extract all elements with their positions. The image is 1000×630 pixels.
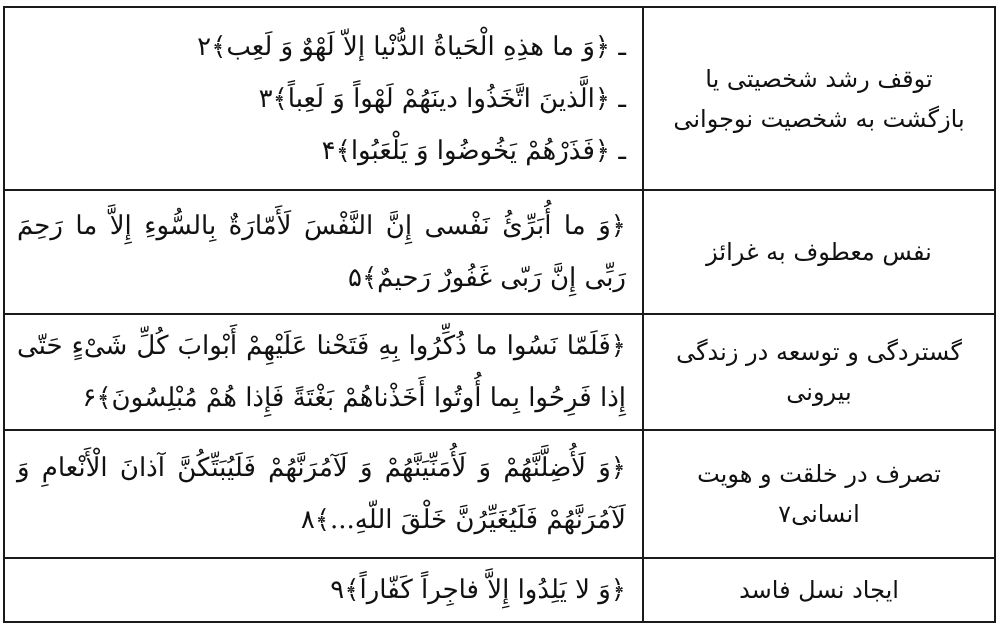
verse-text: ﴿وَ لا یَلِدُوا إِلاَّ فاجِراً كَفّاراً﴾۹ [330,575,626,605]
verse-cell [4,430,643,558]
verse-cell [4,190,643,314]
concept-verse-table [3,6,996,623]
verse-text: ﴿وَ لَأُضِلَّنَّهُمْ وَ لَأُمَنِّیَنَّهُمْ وَ لَآمُرَنَّهُمْ فَلَیُبَتِّكُنَّ آذانَ الْأَنْعامِ وَ لَآمُرَنَّهُمْ فَلَیُغَیِّرُنَّ خَلْقَ اللّهِ...﴾۸ [17,453,626,535]
table-row [4,314,995,430]
verse-cell [4,314,643,430]
topic-cell: توقف رشد شخصیتی یا بازگشت به شخصیت نوجوانی [643,7,995,190]
topic-cell: گستردگی و توسعه در زندگی بیرونی [643,314,995,430]
verse-cell [4,558,643,622]
topic-cell: تصرف در خلقت و هویت انسانی۷ [643,430,995,558]
verse-line: ـ ﴿فَذَرْهُمْ یَخُوضُوا وَ یَلْعَبُوا﴾۴ [321,135,626,166]
table-row [4,558,995,622]
table-row [4,7,995,190]
verse-text: ﴿فَلَمّا نَسُوا ما ذُكِّرُوا بِهِ فَتَحْنا عَلَیْهِمْ أَبْوابَ كُلِّ شَیْءٍ حَتّی إِذا فَرِحُوا بِما أُوتُوا أَخَذْناهُمْ بَغْتَةً فَإِذا هُمْ مُبْلِسُونَ﴾۶ [17,331,626,413]
verse-text: ﴿وَ ما أُبَرِّئُ نَفْسی إِنَّ النَّفْسَ لَأَمّارَةٌ بِالسُّوءِ إِلاَّ ما رَحِمَ رَبِّی إِنَّ رَبّی غَفُورٌ رَحیمٌ﴾۵ [17,211,627,293]
topic-cell: ایجاد نسل فاسد [643,558,995,622]
topic-cell: نفس معطوف به غرائز [643,190,995,314]
table-row [4,190,995,314]
verse-cell [4,7,643,190]
table-row [4,430,995,558]
verse-line: ـ ﴿الَّذینَ اتَّخَذُوا دینَهُمْ لَهْواً وَ لَعِباً﴾۳ [258,83,626,114]
verse-line: ـ ﴿وَ ما هذِهِ الْحَیاةُ الدُّنْیا إلاّ لَهْوٌ وَ لَعِب﴾۲ [197,31,626,62]
